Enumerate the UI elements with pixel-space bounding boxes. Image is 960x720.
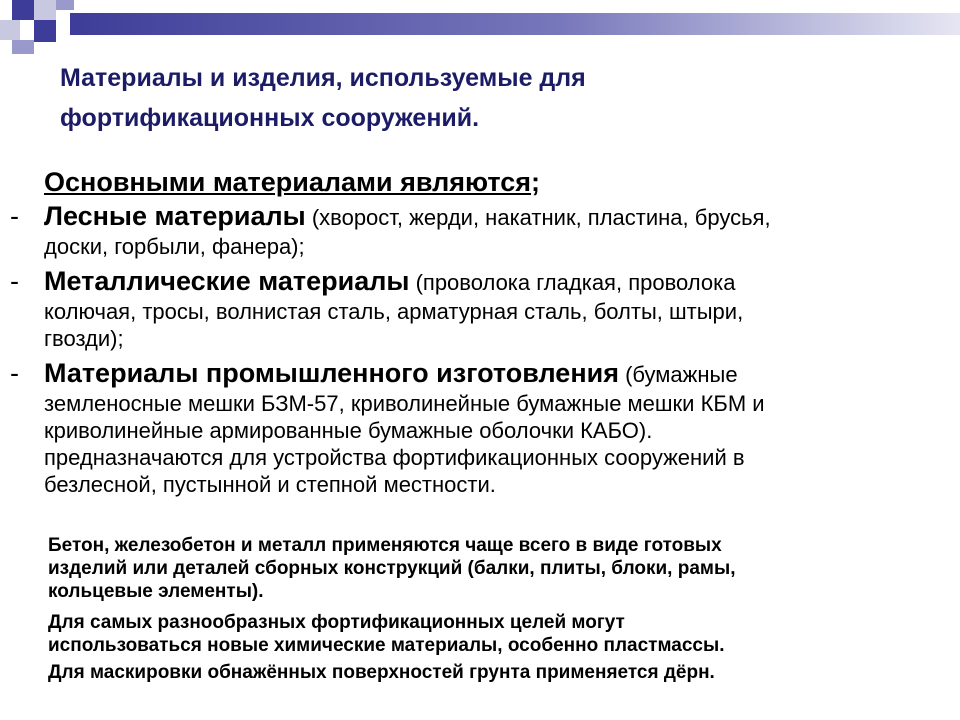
note-line: Для маскировки обнажённых поверхностей грунта применяется дёрн. — [48, 662, 715, 683]
decor-square — [0, 20, 20, 40]
list-item — [10, 199, 930, 260]
note-line: изделий или деталей сборных конструкций (балки, плиты, блоки, рамы, — [48, 558, 736, 579]
content-body — [10, 165, 930, 684]
decor-square — [56, 0, 74, 10]
item-text-line: предназначаются для устройства фортификационных сооружений в — [44, 445, 745, 470]
heading-underlined: Основными материалами являются — [44, 167, 532, 197]
item-text: (бумажные — [618, 362, 738, 387]
dash-marker: - — [10, 266, 19, 296]
note-paragraph — [48, 534, 930, 603]
heading-suffix: ; — [531, 167, 541, 197]
header-stripe — [70, 13, 960, 35]
note-paragraph — [48, 661, 930, 684]
decor-square — [34, 20, 56, 42]
note-line: Бетон, железобетон и металл применяются чаще всего в виде готовых — [48, 535, 722, 556]
dash-marker: - — [10, 358, 19, 388]
item-text-line: гвозди); — [44, 326, 124, 351]
item-title: Материалы промышленного изготовления — [44, 358, 619, 388]
list-item — [10, 264, 930, 352]
item-text-line: колючая, тросы, волнистая сталь, арматурная сталь, болты, штыри, — [44, 299, 744, 324]
dash-marker: - — [10, 201, 19, 231]
item-title: Металлические материалы — [44, 266, 410, 296]
note-paragraph — [48, 611, 930, 657]
title-line: Материалы и изделия, используемые для — [60, 64, 586, 92]
title-line: фортификационных сооружений. — [60, 104, 480, 132]
item-text-line: доски, горбыли, фанера); — [44, 234, 305, 259]
decor-square — [34, 0, 56, 20]
item-text-line: безлесной, пустынной и степной местности. — [44, 472, 496, 497]
item-text: (проволока гладкая, проволока — [409, 270, 736, 295]
item-title: Лесные материалы — [44, 201, 306, 231]
page-title — [60, 58, 920, 138]
item-text: (хворост, жерди, накатник, пластина, брусья, — [305, 205, 771, 230]
note-line: использоваться новые химические материалы, особенно пластмассы. — [48, 635, 725, 656]
decor-square — [12, 0, 34, 20]
note-line: Для самых разнообразных фортификационных целей могут — [48, 612, 625, 633]
note-line: кольцевые элементы). — [48, 581, 264, 602]
section-heading — [44, 165, 930, 199]
list-item — [10, 356, 930, 498]
item-text-line: земленосные мешки БЗМ-57, криволинейные бумажные мешки КБМ и — [44, 391, 765, 416]
item-text-line: криволинейные армированные бумажные оболочки КАБО). — [44, 418, 653, 443]
decor-square — [12, 40, 34, 54]
